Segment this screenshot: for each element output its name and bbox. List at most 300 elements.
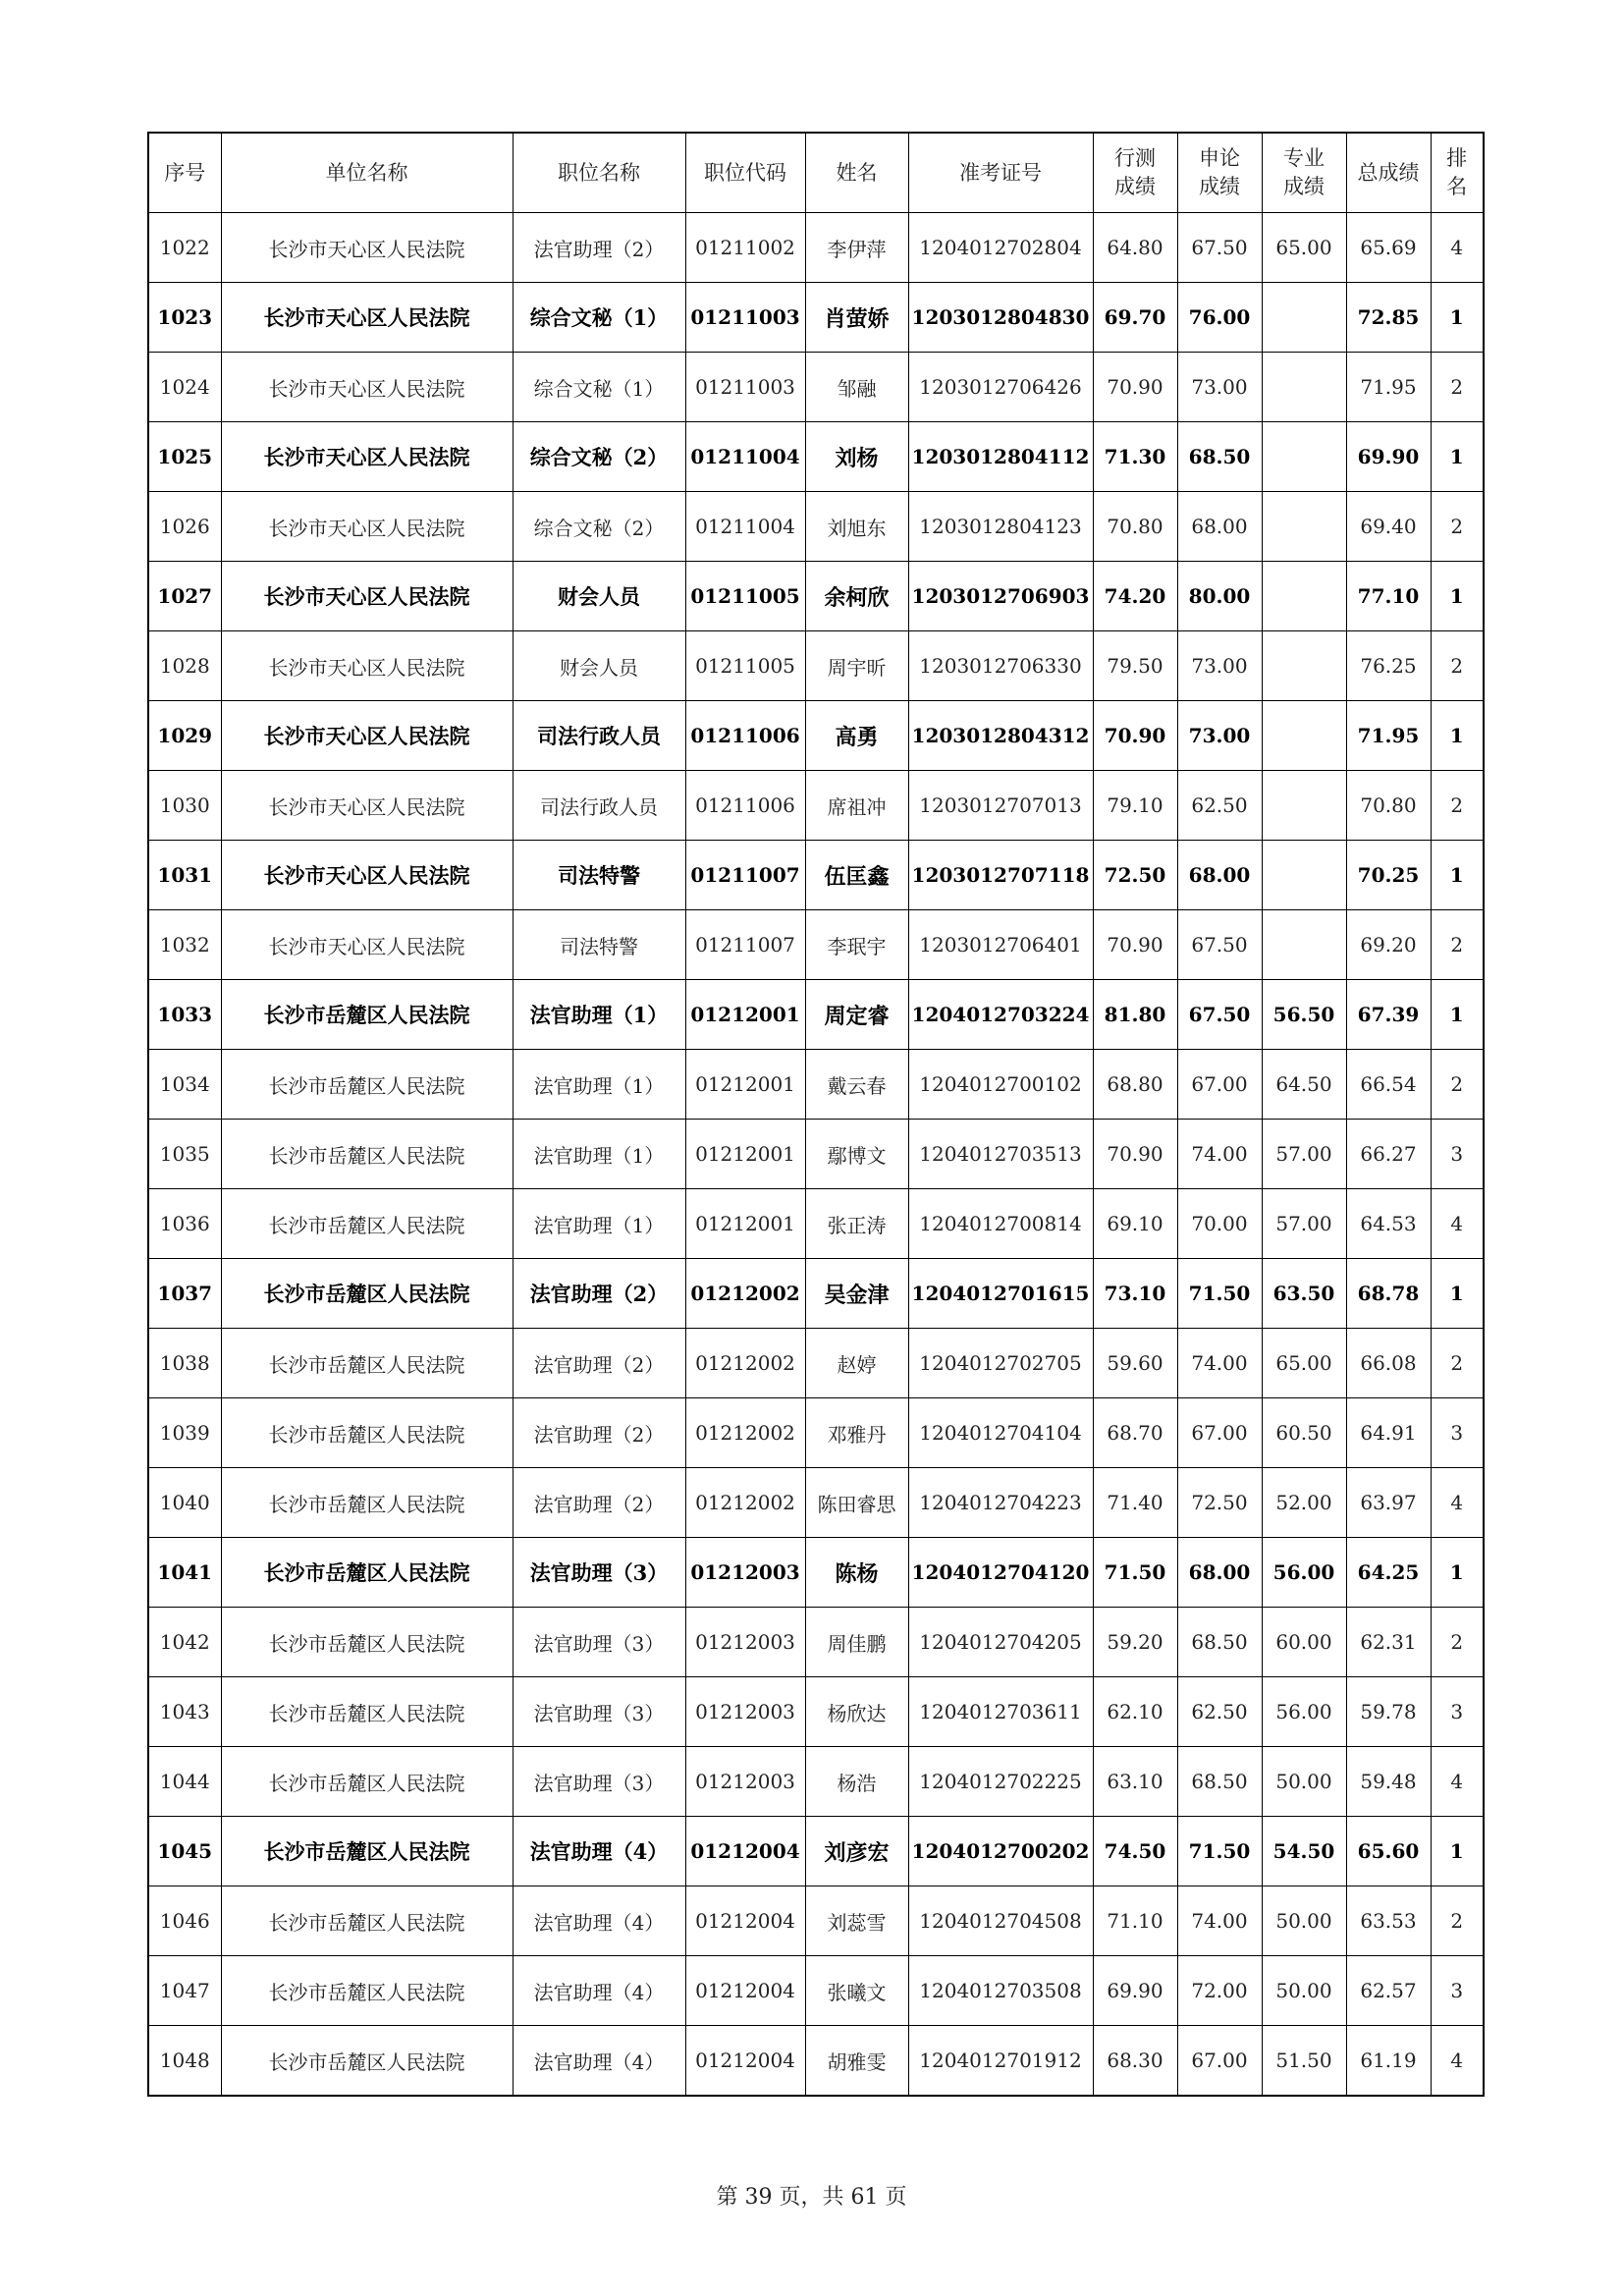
cell-position: 法官助理（3） <box>513 1538 685 1608</box>
cell-xingce: 74.50 <box>1093 1817 1177 1886</box>
cell-unit: 长沙市岳麓区人民法院 <box>221 1747 513 1817</box>
cell-shenlun: 73.00 <box>1177 353 1262 422</box>
cell-zhuanye: 50.00 <box>1262 1747 1346 1817</box>
cell-ticket: 1204012702804 <box>908 213 1093 283</box>
cell-unit: 长沙市天心区人民法院 <box>221 771 513 841</box>
cell-xingce: 72.50 <box>1093 841 1177 910</box>
cell-shenlun: 71.50 <box>1177 1817 1262 1886</box>
cell-name: 李珉宇 <box>805 910 908 980</box>
cell-total: 66.08 <box>1346 1329 1431 1398</box>
cell-zhuanye: 60.00 <box>1262 1608 1346 1677</box>
cell-rank: 4 <box>1431 1189 1484 1259</box>
table-row <box>148 910 1484 980</box>
cell-xingce: 70.90 <box>1093 701 1177 771</box>
cell-ticket: 1204012703513 <box>908 1120 1093 1189</box>
cell-rank: 1 <box>1431 1259 1484 1329</box>
cell-ticket: 1203012706426 <box>908 353 1093 422</box>
cell-code: 01212004 <box>685 2026 805 2097</box>
cell-position: 司法特警 <box>513 910 685 980</box>
cell-rank: 2 <box>1431 353 1484 422</box>
header-ticket: 准考证号 <box>908 133 1093 213</box>
table-row <box>148 1259 1484 1329</box>
cell-total: 71.95 <box>1346 353 1431 422</box>
cell-name: 刘旭东 <box>805 492 908 562</box>
cell-rank: 2 <box>1431 1050 1484 1120</box>
cell-total: 69.40 <box>1346 492 1431 562</box>
cell-xingce: 62.10 <box>1093 1677 1177 1747</box>
cell-rank: 2 <box>1431 1886 1484 1956</box>
cell-total: 71.95 <box>1346 701 1431 771</box>
cell-name: 肖萤娇 <box>805 283 908 353</box>
cell-position: 法官助理（3） <box>513 1747 685 1817</box>
cell-xingce: 63.10 <box>1093 1747 1177 1817</box>
cell-xingce: 59.60 <box>1093 1329 1177 1398</box>
cell-position: 法官助理（4） <box>513 1886 685 1956</box>
score-table <box>147 132 1485 2097</box>
cell-ticket: 1204012703224 <box>908 980 1093 1050</box>
cell-seq: 1034 <box>148 1050 221 1120</box>
cell-rank: 1 <box>1431 562 1484 631</box>
header-position: 职位名称 <box>513 133 685 213</box>
cell-code: 01212003 <box>685 1538 805 1608</box>
cell-total: 61.19 <box>1346 2026 1431 2097</box>
cell-rank: 4 <box>1431 213 1484 283</box>
cell-total: 65.60 <box>1346 1817 1431 1886</box>
cell-seq: 1025 <box>148 422 221 492</box>
header-xingce: 行测 成绩 <box>1093 133 1177 213</box>
cell-seq: 1044 <box>148 1747 221 1817</box>
cell-zhuanye: 65.00 <box>1262 213 1346 283</box>
table-row <box>148 2026 1484 2097</box>
cell-shenlun: 67.00 <box>1177 1050 1262 1120</box>
cell-unit: 长沙市岳麓区人民法院 <box>221 2026 513 2097</box>
table-row <box>148 1608 1484 1677</box>
cell-zhuanye <box>1262 283 1346 353</box>
cell-total: 59.78 <box>1346 1677 1431 1747</box>
cell-position: 法官助理（3） <box>513 1608 685 1677</box>
cell-total: 59.48 <box>1346 1747 1431 1817</box>
cell-rank: 3 <box>1431 1956 1484 2026</box>
cell-shenlun: 67.50 <box>1177 213 1262 283</box>
cell-total: 65.69 <box>1346 213 1431 283</box>
cell-code: 01212004 <box>685 1817 805 1886</box>
cell-total: 63.53 <box>1346 1886 1431 1956</box>
cell-code: 01211007 <box>685 910 805 980</box>
cell-position: 综合文秘（1） <box>513 353 685 422</box>
cell-code: 01211003 <box>685 353 805 422</box>
cell-name: 赵婷 <box>805 1329 908 1398</box>
cell-ticket: 1204012704104 <box>908 1398 1093 1468</box>
cell-total: 69.20 <box>1346 910 1431 980</box>
cell-rank: 1 <box>1431 1817 1484 1886</box>
cell-code: 01212003 <box>685 1747 805 1817</box>
table-row <box>148 1120 1484 1189</box>
cell-code: 01211003 <box>685 283 805 353</box>
cell-shenlun: 72.50 <box>1177 1468 1262 1538</box>
cell-total: 67.39 <box>1346 980 1431 1050</box>
cell-rank: 2 <box>1431 910 1484 980</box>
cell-rank: 1 <box>1431 283 1484 353</box>
cell-name: 伍匡鑫 <box>805 841 908 910</box>
cell-shenlun: 62.50 <box>1177 1677 1262 1747</box>
cell-total: 70.80 <box>1346 771 1431 841</box>
table-body <box>148 213 1484 2097</box>
cell-shenlun: 68.50 <box>1177 1747 1262 1817</box>
cell-shenlun: 67.00 <box>1177 1398 1262 1468</box>
cell-xingce: 79.10 <box>1093 771 1177 841</box>
cell-code: 01212002 <box>685 1259 805 1329</box>
cell-seq: 1041 <box>148 1538 221 1608</box>
cell-name: 鄢博文 <box>805 1120 908 1189</box>
cell-zhuanye: 56.00 <box>1262 1677 1346 1747</box>
cell-rank: 3 <box>1431 1677 1484 1747</box>
cell-shenlun: 70.00 <box>1177 1189 1262 1259</box>
cell-seq: 1028 <box>148 631 221 701</box>
cell-zhuanye: 65.00 <box>1262 1329 1346 1398</box>
cell-unit: 长沙市天心区人民法院 <box>221 353 513 422</box>
cell-position: 司法行政人员 <box>513 771 685 841</box>
cell-ticket: 1204012702225 <box>908 1747 1093 1817</box>
cell-zhuanye: 54.50 <box>1262 1817 1346 1886</box>
cell-ticket: 1204012700102 <box>908 1050 1093 1120</box>
cell-code: 01212004 <box>685 1956 805 2026</box>
cell-unit: 长沙市天心区人民法院 <box>221 631 513 701</box>
page-footer: 第 39 页，共 61 页 <box>716 2185 907 2210</box>
table-row <box>148 701 1484 771</box>
table-row <box>148 1956 1484 2026</box>
cell-zhuanye: 56.50 <box>1262 980 1346 1050</box>
cell-xingce: 69.70 <box>1093 283 1177 353</box>
cell-seq: 1046 <box>148 1886 221 1956</box>
cell-xingce: 70.80 <box>1093 492 1177 562</box>
cell-xingce: 71.40 <box>1093 1468 1177 1538</box>
cell-seq: 1037 <box>148 1259 221 1329</box>
cell-position: 法官助理（1） <box>513 1050 685 1120</box>
cell-position: 法官助理（1） <box>513 980 685 1050</box>
cell-ticket: 1203012804112 <box>908 422 1093 492</box>
cell-rank: 4 <box>1431 2026 1484 2097</box>
cell-total: 72.85 <box>1346 283 1431 353</box>
cell-rank: 2 <box>1431 1329 1484 1398</box>
cell-xingce: 59.20 <box>1093 1608 1177 1677</box>
cell-unit: 长沙市岳麓区人民法院 <box>221 980 513 1050</box>
cell-shenlun: 68.00 <box>1177 841 1262 910</box>
cell-ticket: 1204012704223 <box>908 1468 1093 1538</box>
cell-position: 综合文秘（2） <box>513 422 685 492</box>
cell-seq: 1038 <box>148 1329 221 1398</box>
cell-shenlun: 68.50 <box>1177 1608 1262 1677</box>
cell-unit: 长沙市岳麓区人民法院 <box>221 1259 513 1329</box>
cell-ticket: 1204012700202 <box>908 1817 1093 1886</box>
cell-position: 法官助理（1） <box>513 1189 685 1259</box>
cell-unit: 长沙市岳麓区人民法院 <box>221 1189 513 1259</box>
cell-zhuanye: 50.00 <box>1262 1956 1346 2026</box>
cell-unit: 长沙市岳麓区人民法院 <box>221 1817 513 1886</box>
cell-rank: 4 <box>1431 1747 1484 1817</box>
cell-unit: 长沙市天心区人民法院 <box>221 562 513 631</box>
cell-rank: 2 <box>1431 771 1484 841</box>
cell-seq: 1022 <box>148 213 221 283</box>
table-row <box>148 1398 1484 1468</box>
table-row <box>148 562 1484 631</box>
cell-unit: 长沙市天心区人民法院 <box>221 841 513 910</box>
cell-unit: 长沙市天心区人民法院 <box>221 492 513 562</box>
cell-ticket: 1203012706903 <box>908 562 1093 631</box>
cell-total: 68.78 <box>1346 1259 1431 1329</box>
cell-position: 法官助理（4） <box>513 2026 685 2097</box>
cell-code: 01211004 <box>685 492 805 562</box>
cell-name: 余柯欣 <box>805 562 908 631</box>
table-row <box>148 283 1484 353</box>
cell-position: 综合文秘（1） <box>513 283 685 353</box>
cell-unit: 长沙市岳麓区人民法院 <box>221 1468 513 1538</box>
header-shenlun: 申论 成绩 <box>1177 133 1262 213</box>
cell-code: 01211002 <box>685 213 805 283</box>
header-name: 姓名 <box>805 133 908 213</box>
cell-seq: 1045 <box>148 1817 221 1886</box>
cell-seq: 1040 <box>148 1468 221 1538</box>
cell-name: 邓雅丹 <box>805 1398 908 1468</box>
cell-total: 66.54 <box>1346 1050 1431 1120</box>
cell-name: 高勇 <box>805 701 908 771</box>
cell-zhuanye <box>1262 353 1346 422</box>
cell-zhuanye <box>1262 910 1346 980</box>
cell-seq: 1033 <box>148 980 221 1050</box>
cell-xingce: 71.10 <box>1093 1886 1177 1956</box>
cell-name: 张正涛 <box>805 1189 908 1259</box>
cell-unit: 长沙市岳麓区人民法院 <box>221 1538 513 1608</box>
cell-zhuanye <box>1262 422 1346 492</box>
table-row <box>148 980 1484 1050</box>
cell-rank: 2 <box>1431 631 1484 701</box>
cell-position: 法官助理（2） <box>513 1259 685 1329</box>
cell-zhuanye <box>1262 631 1346 701</box>
cell-code: 01212002 <box>685 1398 805 1468</box>
cell-shenlun: 74.00 <box>1177 1329 1262 1398</box>
cell-ticket: 1203012706401 <box>908 910 1093 980</box>
cell-name: 周佳鹏 <box>805 1608 908 1677</box>
cell-shenlun: 68.00 <box>1177 492 1262 562</box>
cell-shenlun: 67.00 <box>1177 2026 1262 2097</box>
cell-ticket: 1203012804123 <box>908 492 1093 562</box>
cell-shenlun: 73.00 <box>1177 631 1262 701</box>
cell-position: 法官助理（2） <box>513 1398 685 1468</box>
cell-name: 刘杨 <box>805 422 908 492</box>
cell-seq: 1042 <box>148 1608 221 1677</box>
cell-unit: 长沙市岳麓区人民法院 <box>221 1120 513 1189</box>
cell-name: 陈杨 <box>805 1538 908 1608</box>
header-total: 总成绩 <box>1346 133 1431 213</box>
cell-seq: 1031 <box>148 841 221 910</box>
table-row <box>148 353 1484 422</box>
cell-rank: 4 <box>1431 1468 1484 1538</box>
cell-code: 01211004 <box>685 422 805 492</box>
cell-rank: 1 <box>1431 980 1484 1050</box>
cell-unit: 长沙市岳麓区人民法院 <box>221 1398 513 1468</box>
cell-xingce: 64.80 <box>1093 213 1177 283</box>
table-row <box>148 1329 1484 1398</box>
header-rank: 排 名 <box>1431 133 1484 213</box>
cell-seq: 1026 <box>148 492 221 562</box>
table-row <box>148 771 1484 841</box>
cell-unit: 长沙市岳麓区人民法院 <box>221 1608 513 1677</box>
cell-xingce: 68.70 <box>1093 1398 1177 1468</box>
table-row <box>148 1189 1484 1259</box>
cell-unit: 长沙市天心区人民法院 <box>221 422 513 492</box>
cell-seq: 1036 <box>148 1189 221 1259</box>
cell-shenlun: 72.00 <box>1177 1956 1262 2026</box>
cell-unit: 长沙市岳麓区人民法院 <box>221 1886 513 1956</box>
cell-ticket: 1204012702705 <box>908 1329 1093 1398</box>
cell-ticket: 1203012804312 <box>908 701 1093 771</box>
cell-ticket: 1203012707013 <box>908 771 1093 841</box>
cell-code: 01211006 <box>685 701 805 771</box>
cell-zhuanye: 64.50 <box>1262 1050 1346 1120</box>
cell-seq: 1043 <box>148 1677 221 1747</box>
cell-name: 陈田睿思 <box>805 1468 908 1538</box>
cell-position: 法官助理（2） <box>513 1468 685 1538</box>
cell-rank: 1 <box>1431 701 1484 771</box>
cell-position: 法官助理（4） <box>513 1817 685 1886</box>
table-row <box>148 1817 1484 1886</box>
cell-code: 01212003 <box>685 1677 805 1747</box>
cell-ticket: 1204012703611 <box>908 1677 1093 1747</box>
header-unit: 单位名称 <box>221 133 513 213</box>
cell-unit: 长沙市天心区人民法院 <box>221 701 513 771</box>
cell-xingce: 74.20 <box>1093 562 1177 631</box>
table-row <box>148 492 1484 562</box>
cell-ticket: 1203012706330 <box>908 631 1093 701</box>
cell-code: 01211005 <box>685 631 805 701</box>
cell-code: 01212003 <box>685 1608 805 1677</box>
cell-code: 01212002 <box>685 1329 805 1398</box>
cell-rank: 1 <box>1431 841 1484 910</box>
cell-name: 周定睿 <box>805 980 908 1050</box>
cell-zhuanye <box>1262 562 1346 631</box>
cell-total: 64.91 <box>1346 1398 1431 1468</box>
cell-code: 01212004 <box>685 1886 805 1956</box>
cell-total: 69.90 <box>1346 422 1431 492</box>
cell-xingce: 70.90 <box>1093 353 1177 422</box>
cell-xingce: 68.80 <box>1093 1050 1177 1120</box>
cell-shenlun: 67.50 <box>1177 910 1262 980</box>
header-code: 职位代码 <box>685 133 805 213</box>
cell-rank: 3 <box>1431 1120 1484 1189</box>
header-row <box>148 133 1484 213</box>
cell-unit: 长沙市天心区人民法院 <box>221 283 513 353</box>
cell-total: 70.25 <box>1346 841 1431 910</box>
cell-zhuanye: 60.50 <box>1262 1398 1346 1468</box>
cell-ticket: 1203012707118 <box>908 841 1093 910</box>
cell-ticket: 1203012804830 <box>908 283 1093 353</box>
cell-xingce: 69.90 <box>1093 1956 1177 2026</box>
cell-shenlun: 68.50 <box>1177 422 1262 492</box>
cell-seq: 1048 <box>148 2026 221 2097</box>
cell-ticket: 1204012704205 <box>908 1608 1093 1677</box>
cell-shenlun: 71.50 <box>1177 1259 1262 1329</box>
cell-unit: 长沙市岳麓区人民法院 <box>221 1956 513 2026</box>
cell-zhuanye: 57.00 <box>1262 1189 1346 1259</box>
cell-zhuanye: 57.00 <box>1262 1120 1346 1189</box>
cell-shenlun: 74.00 <box>1177 1120 1262 1189</box>
cell-ticket: 1204012704120 <box>908 1538 1093 1608</box>
cell-zhuanye: 56.00 <box>1262 1538 1346 1608</box>
cell-xingce: 69.10 <box>1093 1189 1177 1259</box>
cell-name: 李伊萍 <box>805 213 908 283</box>
cell-name: 席祖冲 <box>805 771 908 841</box>
cell-rank: 1 <box>1431 1538 1484 1608</box>
table-row <box>148 1468 1484 1538</box>
cell-position: 法官助理（1） <box>513 1120 685 1189</box>
table-row <box>148 1050 1484 1120</box>
cell-total: 62.57 <box>1346 1956 1431 2026</box>
table-row <box>148 1538 1484 1608</box>
cell-name: 戴云春 <box>805 1050 908 1120</box>
cell-rank: 2 <box>1431 1608 1484 1677</box>
table-row <box>148 631 1484 701</box>
cell-ticket: 1204012703508 <box>908 1956 1093 2026</box>
cell-code: 01212001 <box>685 1189 805 1259</box>
cell-zhuanye <box>1262 841 1346 910</box>
table-row <box>148 841 1484 910</box>
cell-name: 杨浩 <box>805 1747 908 1817</box>
cell-total: 62.31 <box>1346 1608 1431 1677</box>
cell-unit: 长沙市岳麓区人民法院 <box>221 1050 513 1120</box>
table-row <box>148 1886 1484 1956</box>
cell-shenlun: 68.00 <box>1177 1538 1262 1608</box>
table-row <box>148 422 1484 492</box>
header-zhuanye: 专业 成绩 <box>1262 133 1346 213</box>
header-seq: 序号 <box>148 133 221 213</box>
cell-position: 司法行政人员 <box>513 701 685 771</box>
cell-total: 76.25 <box>1346 631 1431 701</box>
cell-total: 77.10 <box>1346 562 1431 631</box>
cell-name: 杨欣达 <box>805 1677 908 1747</box>
table-row <box>148 1747 1484 1817</box>
table-row <box>148 1677 1484 1747</box>
cell-position: 综合文秘（2） <box>513 492 685 562</box>
cell-rank: 3 <box>1431 1398 1484 1468</box>
cell-zhuanye <box>1262 771 1346 841</box>
cell-xingce: 68.30 <box>1093 2026 1177 2097</box>
cell-shenlun: 67.50 <box>1177 980 1262 1050</box>
cell-ticket: 1204012700814 <box>908 1189 1093 1259</box>
cell-zhuanye: 52.00 <box>1262 1468 1346 1538</box>
cell-seq: 1024 <box>148 353 221 422</box>
cell-name: 吴金津 <box>805 1259 908 1329</box>
cell-name: 胡雅雯 <box>805 2026 908 2097</box>
cell-code: 01212001 <box>685 1050 805 1120</box>
cell-seq: 1023 <box>148 283 221 353</box>
cell-seq: 1029 <box>148 701 221 771</box>
cell-code: 01211007 <box>685 841 805 910</box>
cell-zhuanye <box>1262 492 1346 562</box>
cell-position: 法官助理（4） <box>513 1956 685 2026</box>
cell-xingce: 73.10 <box>1093 1259 1177 1329</box>
table-row <box>148 213 1484 283</box>
cell-name: 刘蕊雪 <box>805 1886 908 1956</box>
cell-ticket: 1204012701615 <box>908 1259 1093 1329</box>
cell-position: 财会人员 <box>513 562 685 631</box>
cell-shenlun: 74.00 <box>1177 1886 1262 1956</box>
cell-position: 财会人员 <box>513 631 685 701</box>
cell-zhuanye: 51.50 <box>1262 2026 1346 2097</box>
cell-unit: 长沙市岳麓区人民法院 <box>221 1329 513 1398</box>
cell-xingce: 79.50 <box>1093 631 1177 701</box>
cell-shenlun: 73.00 <box>1177 701 1262 771</box>
cell-xingce: 71.30 <box>1093 422 1177 492</box>
cell-ticket: 1204012701912 <box>908 2026 1093 2097</box>
